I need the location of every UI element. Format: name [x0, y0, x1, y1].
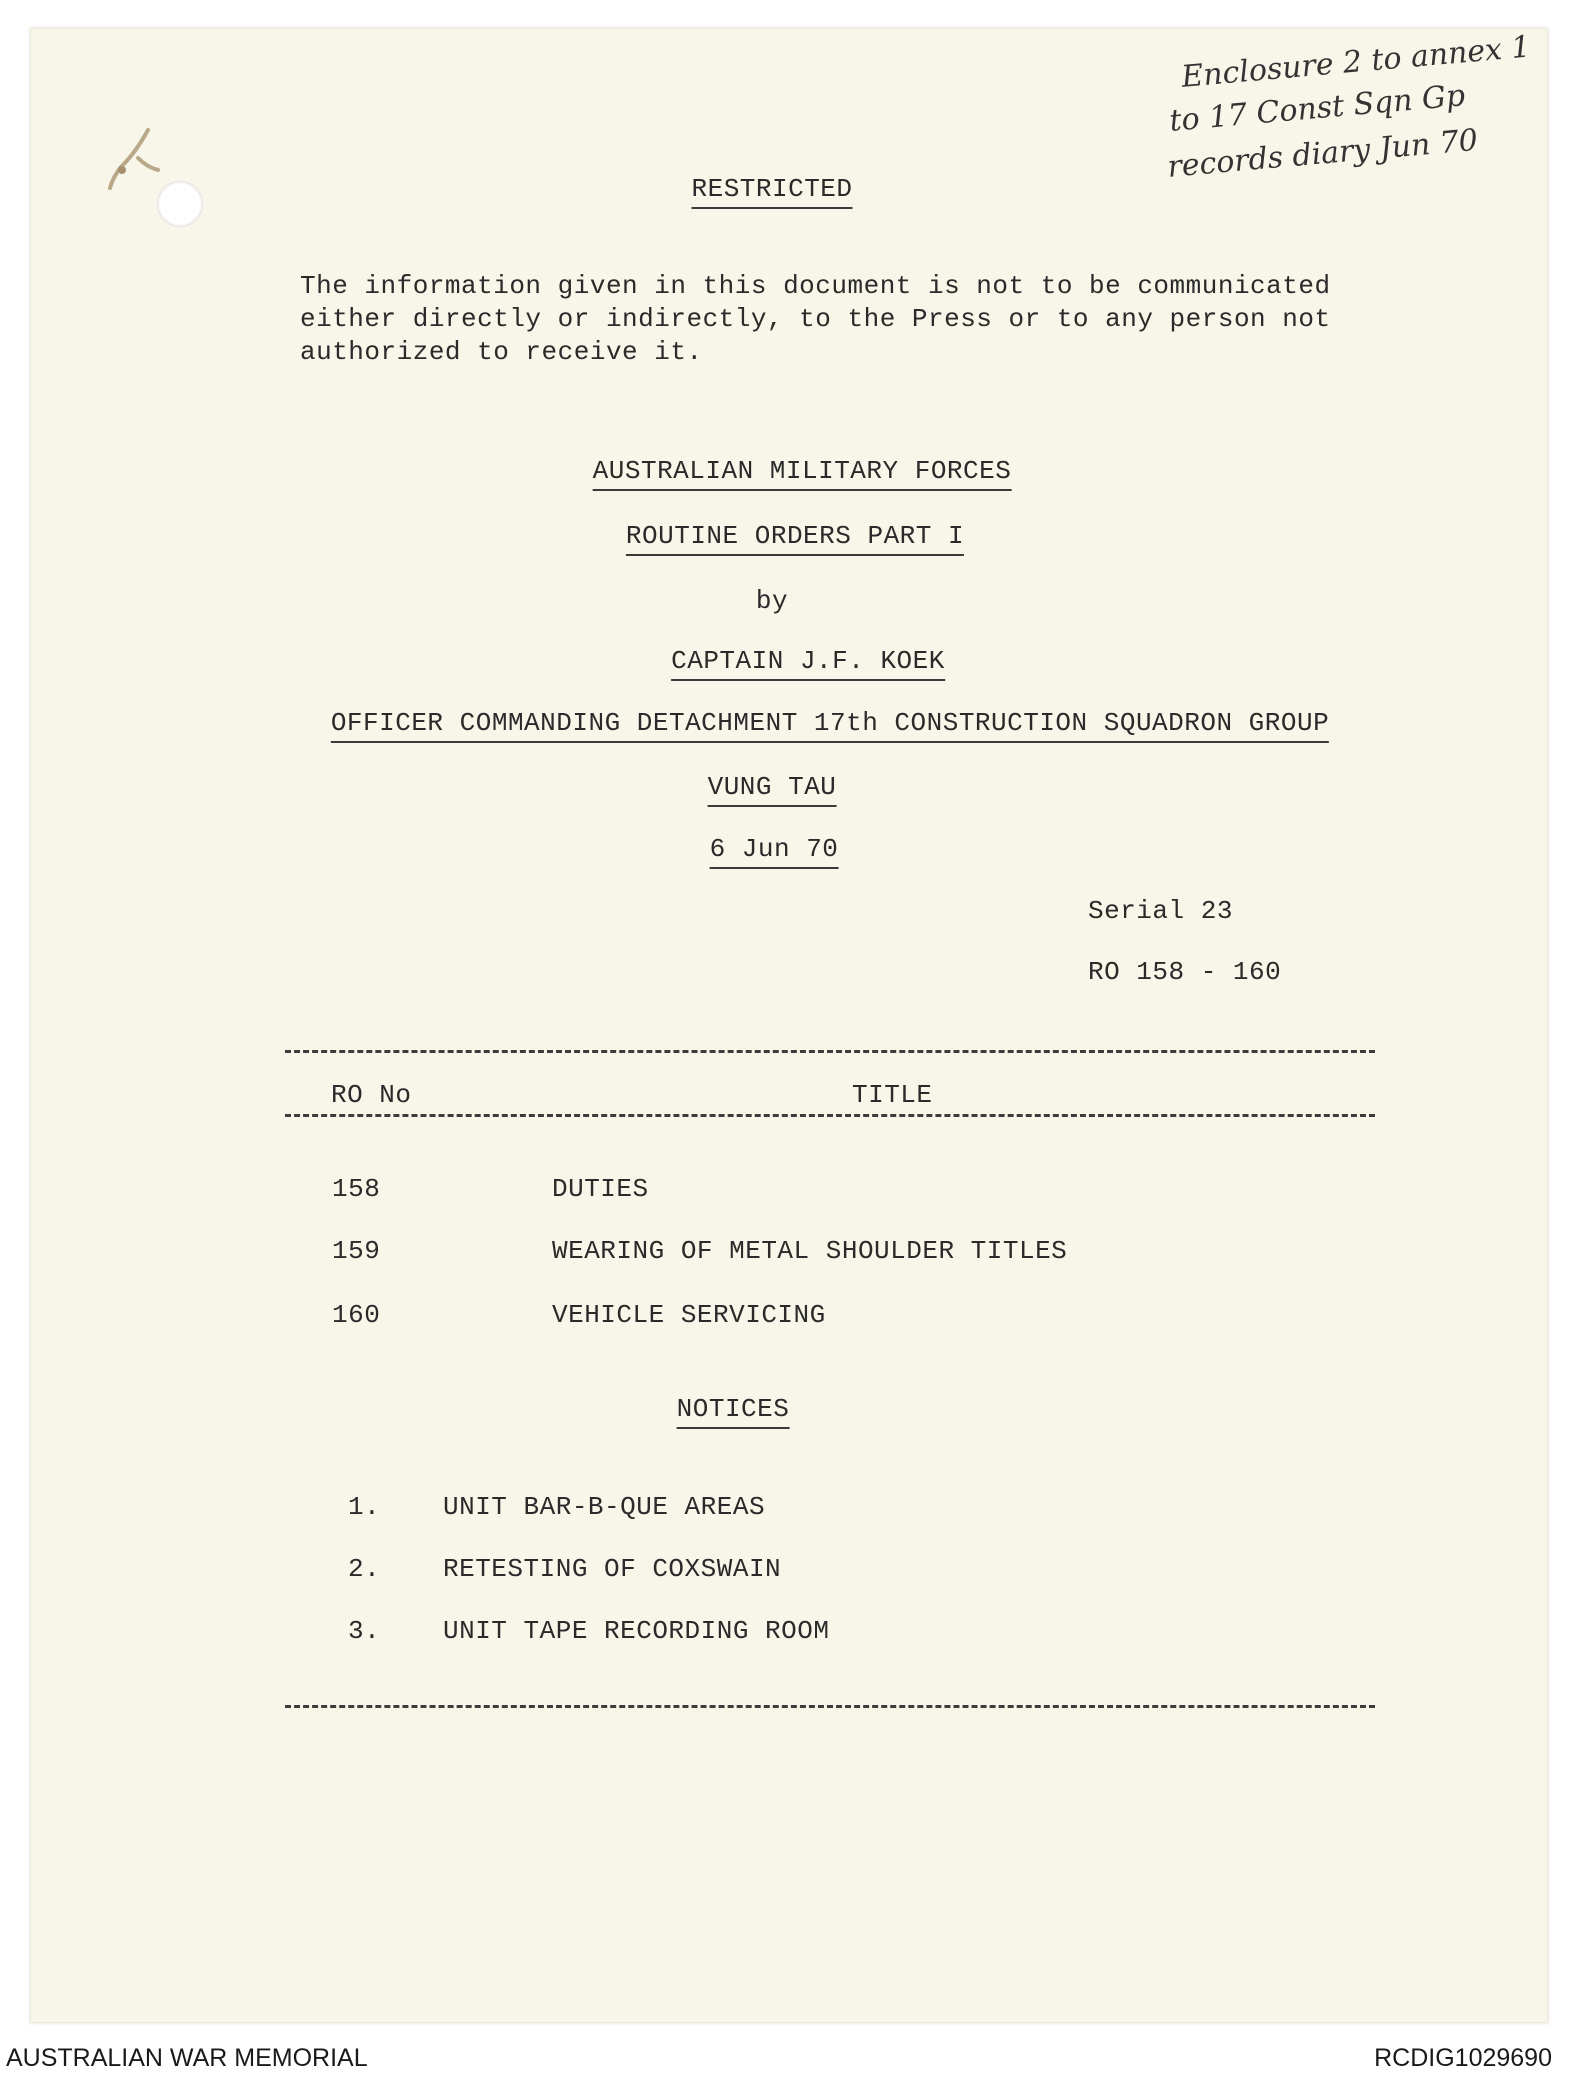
handwritten-annotation-line-2: to 17 Const Sqn Gp [1168, 78, 1467, 139]
table-row-159-no: 159 [332, 1236, 381, 1266]
staple-mark [108, 128, 166, 198]
archive-id: RCDIG1029690 [1374, 2044, 1552, 2072]
notice-line-3: authorized to receive it. [300, 337, 703, 367]
by-line: by [755, 586, 789, 616]
table-row-158-title: DUTIES [552, 1174, 649, 1204]
ro-range: RO 158 - 160 [1088, 957, 1282, 987]
table-row-160-no: 160 [332, 1300, 381, 1330]
notice-item-2-no: 2. [348, 1554, 381, 1584]
archive-credit: AUSTRALIAN WAR MEMORIAL [6, 2044, 368, 2072]
notice-item-2-title: RETESTING OF COXSWAIN [443, 1554, 782, 1584]
handwritten-annotation-line-1: Enclosure 2 to annex 1 [1180, 29, 1532, 95]
bottom-rule [285, 1705, 1375, 1708]
handwritten-annotation-line-3: records diary Jun 70 [1166, 122, 1480, 185]
officer-role: OFFICER COMMANDING DETACHMENT 17th CONSTRUCTION SQUADRON GROUP [331, 708, 1329, 743]
table-row-159-title: WEARING OF METAL SHOULDER TITLES [552, 1236, 1068, 1266]
notice-item-3-no: 3. [348, 1616, 381, 1646]
table-row-160-title: VEHICLE SERVICING [552, 1300, 826, 1330]
notice-line-1: The information given in this document is not to be communicated [300, 271, 1331, 301]
classification-heading: RESTRICTED [691, 174, 852, 209]
column-header-title: TITLE [852, 1080, 933, 1110]
officer-name: CAPTAIN J.F. KOEK [671, 646, 945, 681]
notices-heading: NOTICES [677, 1394, 790, 1429]
table-row-158-no: 158 [332, 1174, 381, 1204]
table-top-rule [285, 1050, 1375, 1053]
table-header-rule [285, 1114, 1375, 1117]
notice-item-3-title: UNIT TAPE RECORDING ROOM [443, 1616, 830, 1646]
notice-line-2: either directly or indirectly, to the Press or to any person not [300, 304, 1331, 334]
notice-item-1-title: UNIT BAR-B-QUE AREAS [443, 1492, 766, 1522]
orders-title: ROUTINE ORDERS PART I [626, 521, 964, 556]
column-header-ro-no: RO No [331, 1080, 412, 1110]
notice-item-1-no: 1. [348, 1492, 381, 1522]
location: VUNG TAU [708, 772, 837, 807]
forces-title: AUSTRALIAN MILITARY FORCES [593, 456, 1012, 491]
serial-number: Serial 23 [1088, 896, 1233, 926]
issue-date: 6 Jun 70 [710, 834, 839, 869]
